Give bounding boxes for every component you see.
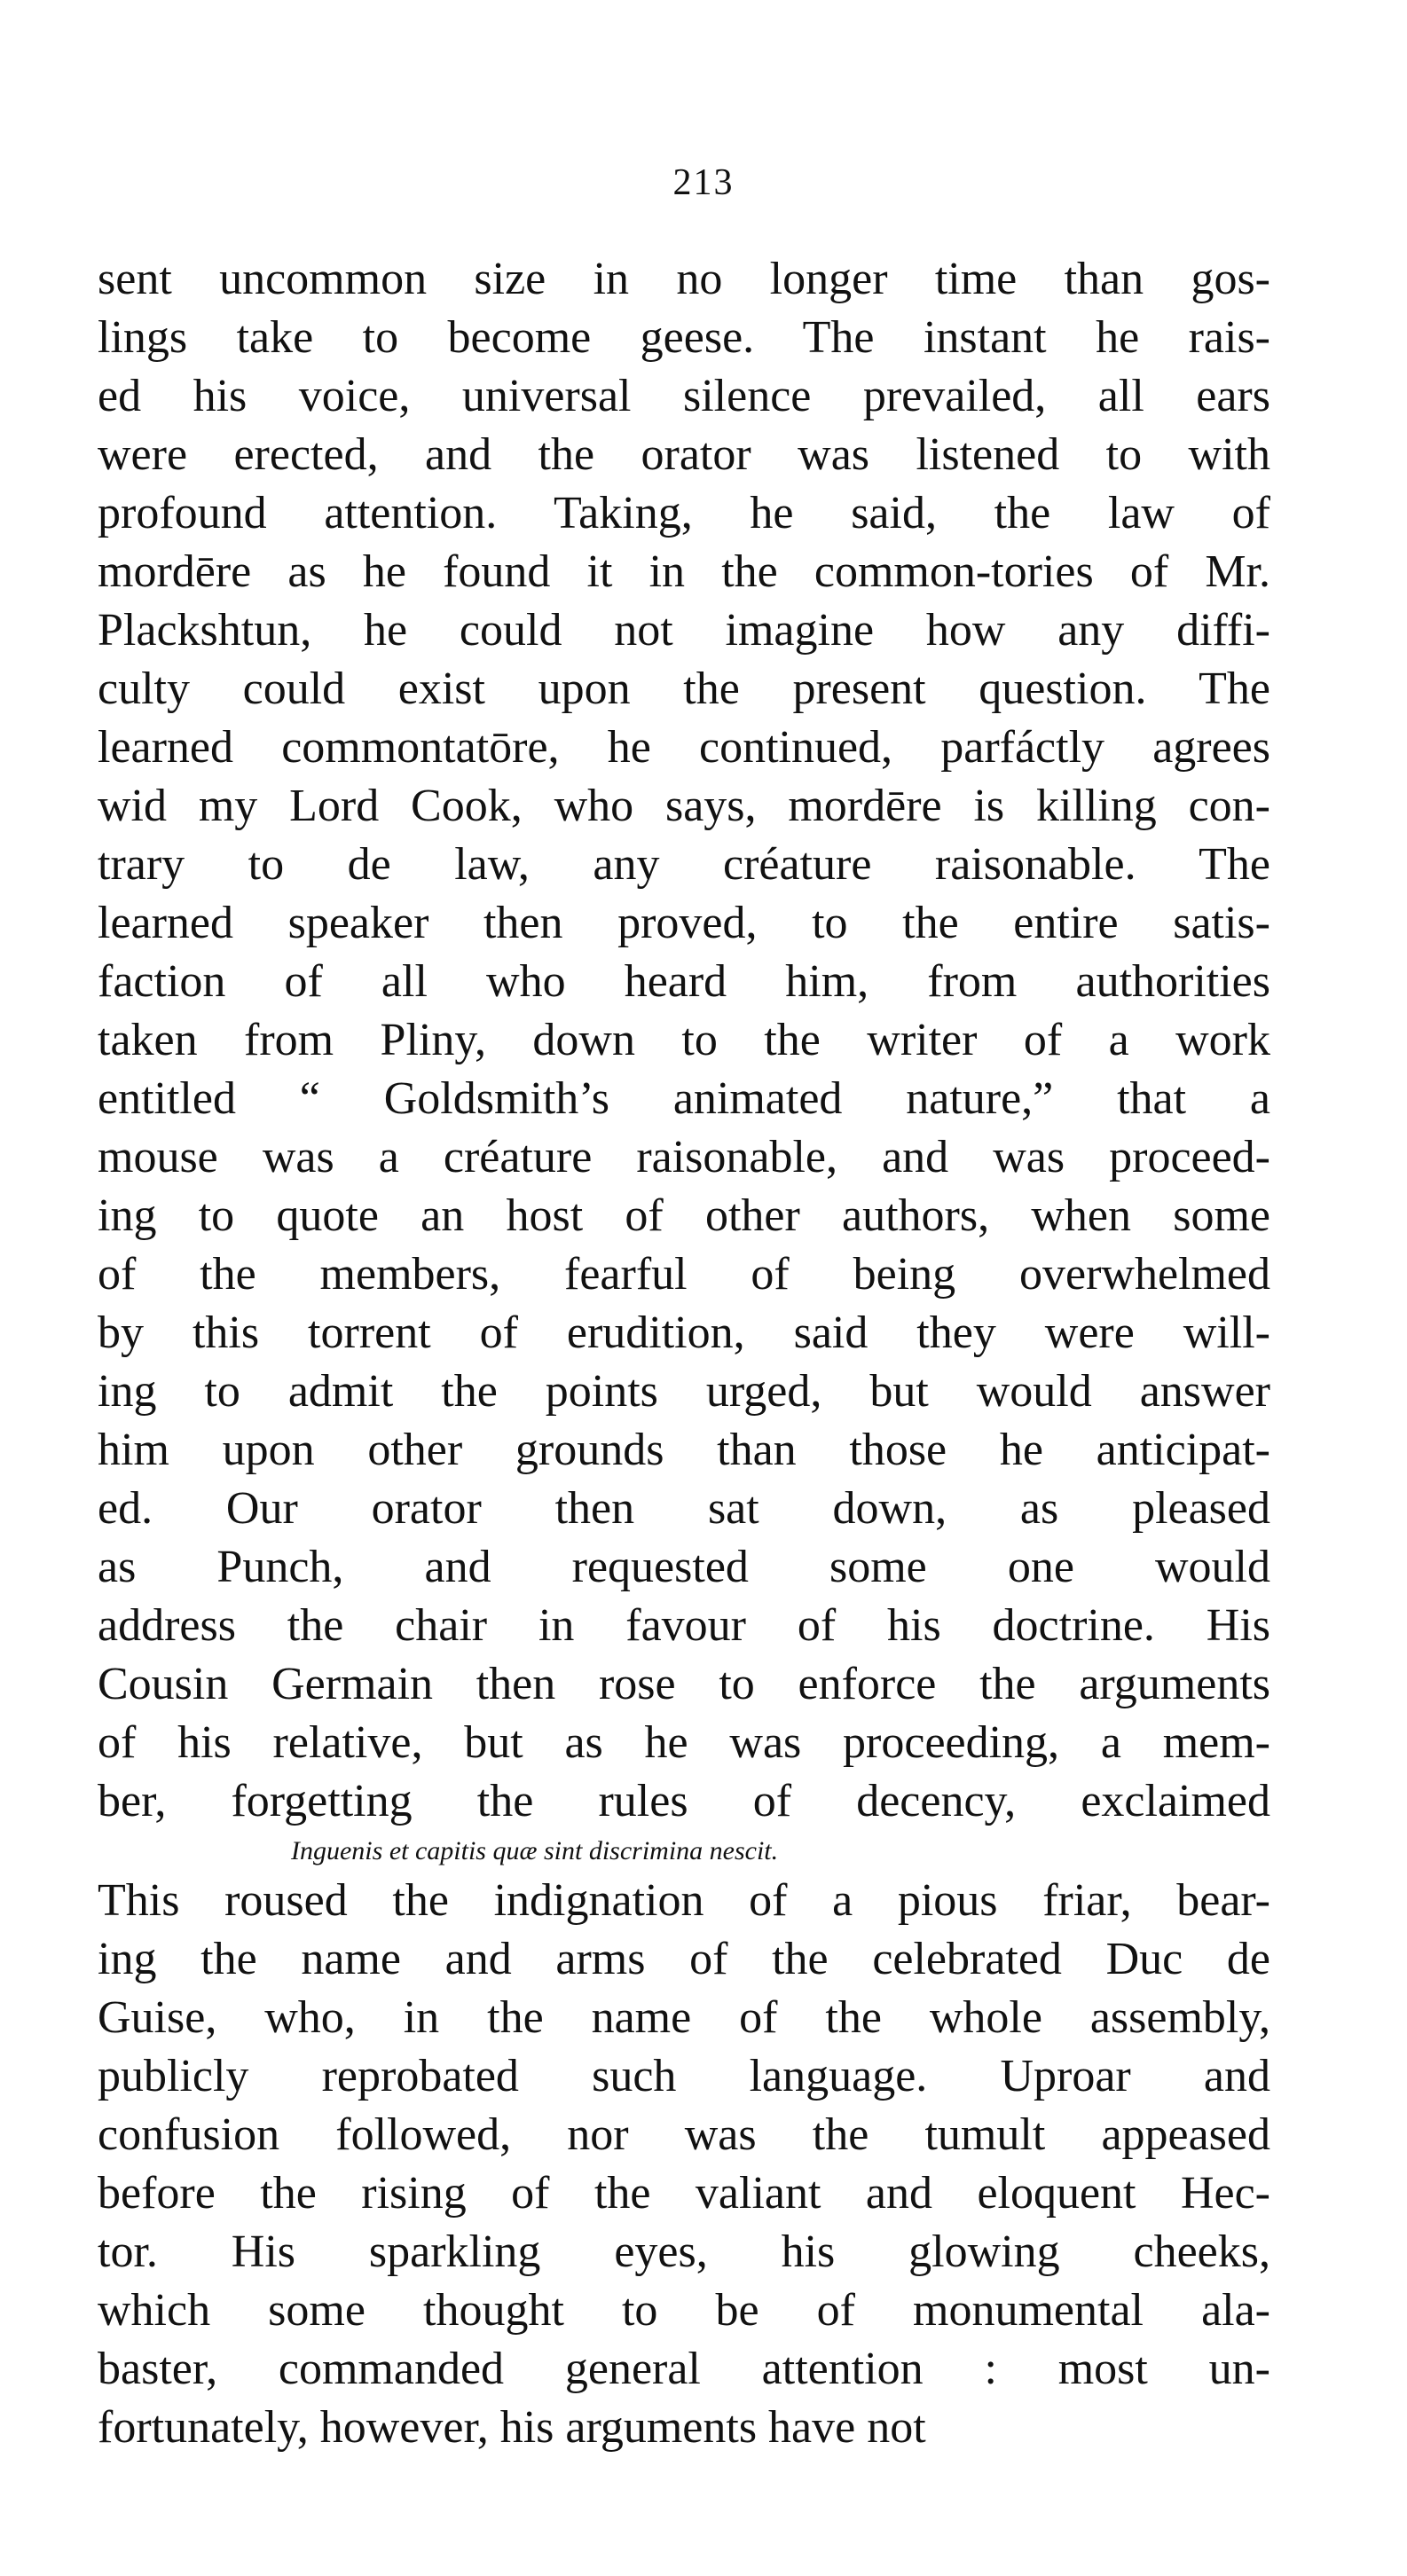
text-line: ber, forgetting the rules of decency, exclaimed (98, 1776, 1270, 1826)
text-line: of his relative, but as he was proceeding, a mem- (98, 1717, 1270, 1768)
text-line: ing to admit the points urged, but would answer (98, 1366, 1270, 1417)
text-line: mordēre as he found it in the common-tories of Mr. (98, 546, 1270, 597)
text-line: address the chair in favour of his doctrine. His (98, 1600, 1270, 1651)
text-line: mouse was a créature raisonable, and was proceed- (98, 1132, 1270, 1182)
text-line: before the rising of the valiant and eloquent Hec- (98, 2168, 1270, 2219)
text-line: learned commontatōre, he continued, parfáctly agrees (98, 722, 1270, 773)
text-line: sent uncommon size in no longer time than gos- (98, 254, 1270, 304)
text-line: ing to quote an host of other authors, when some (98, 1190, 1270, 1241)
text-line: Cousin Germain then rose to enforce the arguments (98, 1659, 1270, 1709)
text-line: ing the name and arms of the celebrated Duc de (98, 1934, 1270, 1984)
latin-quotation: Inguenis et capitis quæ sint discrimina nescit. (291, 1836, 779, 1865)
text-line: fortunately, however, his arguments have not (98, 2402, 926, 2453)
text-line: Guise, who, in the name of the whole assembly, (98, 1992, 1270, 2043)
text-line: faction of all who heard him, from authorities (98, 956, 1270, 1007)
text-line: as Punch, and requested some one would (98, 1542, 1270, 1592)
text-line: confusion followed, nor was the tumult appeased (98, 2109, 1270, 2160)
text-line: culty could exist upon the present question. The (98, 664, 1270, 714)
text-line: were erected, and the orator was listened to with (98, 429, 1270, 480)
text-line: This roused the indignation of a pious friar, bear- (98, 1875, 1270, 1926)
text-line: by this torrent of erudition, said they were will- (98, 1308, 1270, 1358)
text-line: which some thought to be of monumental ala- (98, 2285, 1270, 2336)
text-line: ed. Our orator then sat down, as pleased (98, 1483, 1270, 1534)
text-line: tor. His sparkling eyes, his glowing cheeks, (98, 2227, 1270, 2277)
text-line: ed his voice, universal silence prevailed, all ears (98, 371, 1270, 421)
text-line: Plackshtun, he could not imagine how any diffi- (98, 605, 1270, 656)
page-number: 213 (672, 162, 735, 203)
text-line: taken from Pliny, down to the writer of a work (98, 1015, 1270, 1065)
text-line: profound attention. Taking, he said, the law of (98, 488, 1270, 538)
text-line: wid my Lord Cook, who says, mordēre is killing con- (98, 781, 1270, 831)
text-line: entitled “ Goldsmith’s animated nature,” that a (98, 1073, 1270, 1124)
text-line: of the members, fearful of being overwhelmed (98, 1249, 1270, 1300)
text-line: lings take to become geese. The instant he rais- (98, 312, 1270, 363)
text-line: baster, commanded general attention : most un- (98, 2344, 1270, 2394)
text-line: him upon other grounds than those he anticipat- (98, 1425, 1270, 1475)
text-line: trary to de law, any créature raisonable. The (98, 839, 1270, 890)
body-text (98, 250, 1270, 2457)
text-line: learned speaker then proved, to the entire satis- (98, 898, 1270, 948)
text-line: publicly reprobated such language. Uproar and (98, 2051, 1270, 2101)
